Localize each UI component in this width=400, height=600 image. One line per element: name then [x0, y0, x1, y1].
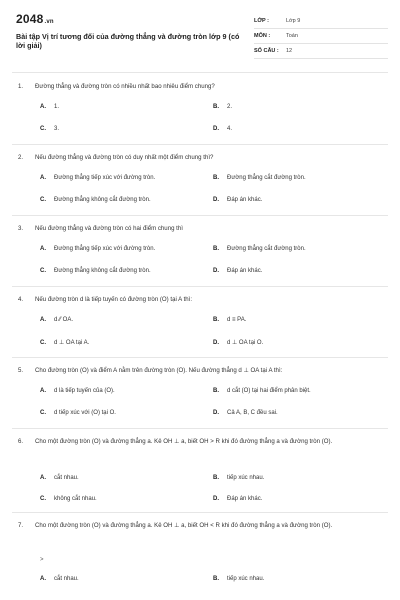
option-a[interactable]: [40, 246, 155, 252]
option-a[interactable]: [40, 576, 79, 582]
option-letter: C.: [40, 126, 46, 132]
option-letter: B.: [213, 175, 219, 181]
option-text: Đường thẳng tiếp xúc với đường tròn.: [54, 175, 156, 181]
meta-label: SỐ CÂU :: [254, 48, 279, 54]
option-letter: B.: [213, 317, 219, 323]
meta-row-class: [254, 14, 388, 29]
option-text: d cắt (O) tại hai điểm phân biệt.: [227, 388, 311, 394]
question-4: [18, 295, 388, 355]
question-2: [18, 153, 388, 213]
document-header: [16, 8, 388, 64]
option-c[interactable]: [40, 410, 116, 416]
option-c[interactable]: [40, 197, 151, 203]
option-d[interactable]: [213, 197, 262, 203]
option-letter: A.: [40, 576, 46, 582]
logo-sub: .vn: [44, 19, 54, 25]
option-d[interactable]: [213, 126, 232, 132]
option-b[interactable]: [213, 388, 311, 394]
option-letter: D.: [213, 410, 219, 416]
question-number: 3.: [18, 225, 24, 232]
option-a[interactable]: [40, 388, 115, 394]
option-letter: D.: [213, 340, 219, 346]
question-7: [18, 521, 388, 596]
question-3: [18, 224, 388, 284]
option-text: d là tiếp tuyến của (O).: [54, 388, 115, 394]
option-d[interactable]: [213, 410, 278, 416]
question-1: [18, 82, 388, 142]
divider: [12, 512, 388, 513]
question-text: [18, 521, 388, 530]
option-a[interactable]: [40, 175, 155, 181]
option-letter: B.: [213, 475, 219, 481]
divider: [12, 72, 388, 73]
option-d[interactable]: [213, 268, 262, 274]
option-text: 4.: [227, 126, 233, 132]
meta-value: Toán: [286, 33, 298, 39]
divider: [12, 286, 388, 287]
option-b[interactable]: [213, 104, 232, 110]
option-text: d ⊥ OA tại O.: [227, 340, 264, 346]
option-a[interactable]: [40, 104, 59, 110]
meta-value: 12: [286, 48, 293, 54]
question-text: [18, 437, 388, 446]
option-text: Đáp án khác.: [227, 197, 263, 203]
option-text: 3.: [54, 126, 60, 132]
question-text: [18, 295, 388, 304]
meta-row-subject: [254, 29, 388, 44]
option-letter: B.: [213, 388, 219, 394]
option-c[interactable]: [40, 268, 151, 274]
question-number: 4.: [18, 296, 24, 303]
option-letter: B.: [213, 104, 219, 110]
option-text: d ⁄⁄ OA.: [54, 317, 74, 323]
option-c[interactable]: [40, 339, 89, 346]
question-body: Đường thẳng và đường tròn có nhiều nhất bao nhiêu điểm chung?: [35, 83, 215, 90]
option-letter: C.: [40, 410, 46, 416]
option-letter: A.: [40, 246, 46, 252]
question-body: Cho đường tròn (O) và điểm A nằm trên đường tròn (O). Nếu đường thẳng d ⊥ OA tại A thì:: [35, 367, 283, 374]
question-body: Cho một đường tròn (O) và đường thẳng a. Kẻ OH ⊥ a, biết OH < R khi đó đường thẳng a và đường tròn (O).: [35, 522, 333, 529]
option-a[interactable]: [40, 317, 73, 323]
divider: [12, 357, 388, 358]
meta-row-count: [254, 44, 388, 59]
meta-table: [254, 14, 388, 59]
option-text: tiếp xúc nhau.: [227, 576, 265, 582]
option-text: cắt nhau.: [54, 576, 79, 582]
question-6: [18, 437, 388, 509]
question-number: 5.: [18, 367, 24, 374]
option-text: d ≡ PA.: [227, 317, 247, 323]
option-a[interactable]: [40, 475, 79, 481]
question-text: [18, 224, 388, 233]
divider: [12, 215, 388, 216]
option-b[interactable]: [213, 576, 264, 582]
option-c[interactable]: [40, 496, 97, 502]
option-b[interactable]: [213, 475, 264, 481]
question-body: Nếu đường thẳng và đường tròn có duy nhất một điểm chung thì?: [35, 154, 214, 161]
option-letter: B.: [213, 576, 219, 582]
option-text: d ⊥ OA tại A.: [54, 340, 90, 346]
option-letter: A.: [40, 388, 46, 394]
option-text: Đường thẳng không cắt đường tròn.: [54, 268, 151, 274]
option-letter: A.: [40, 317, 46, 323]
question-text: [18, 82, 388, 91]
question-body: Nếu đường tròn d là tiếp tuyến có đường tròn (O) tại A thì:: [35, 296, 193, 303]
option-letter: C.: [40, 197, 46, 203]
option-text: Đường thẳng tiếp xúc với đường tròn.: [54, 246, 156, 252]
question-text: [18, 366, 388, 375]
option-text: Cả A, B, C đều sai.: [227, 410, 278, 416]
option-letter: C.: [40, 496, 46, 502]
option-text: Đáp án khác.: [227, 268, 263, 274]
question-number: 2.: [18, 154, 24, 161]
option-text: 1.: [54, 104, 60, 110]
meta-label: LỚP :: [254, 18, 269, 24]
question-body: Cho một đường tròn (O) và đường thẳng a. Kẻ OH ⊥ a, biết OH > R khi đó đường thẳng a và đường tròn (O).: [35, 438, 333, 445]
question-number: 6.: [18, 438, 24, 445]
document-title: Bài tập Vị trí tương đối của đường thẳng và đường tròn lớp 9 (có lời giải): [16, 32, 240, 50]
option-letter: A.: [40, 475, 46, 481]
meta-label: MÔN :: [254, 33, 271, 39]
option-text: Đường thẳng cắt đường tròn.: [227, 246, 306, 252]
question-text: [18, 153, 388, 162]
option-d[interactable]: [213, 496, 262, 502]
site-logo[interactable]: [16, 12, 54, 26]
option-letter: C.: [40, 268, 46, 274]
option-text: Đường thẳng không cắt đường tròn.: [54, 197, 151, 203]
option-text: cắt nhau.: [54, 475, 79, 481]
question-body: Nếu đường thẳng và đường tròn có hai điểm chung thì: [35, 225, 183, 232]
option-letter: D.: [213, 496, 219, 502]
option-letter: C.: [40, 340, 46, 346]
option-text: không cắt nhau.: [54, 496, 97, 502]
option-text: 2.: [227, 104, 233, 110]
option-b[interactable]: [213, 317, 246, 323]
option-letter: A.: [40, 175, 46, 181]
option-letter: B.: [213, 246, 219, 252]
option-letter: D.: [213, 126, 219, 132]
option-b[interactable]: [213, 246, 306, 252]
stray-symbol: >: [40, 557, 44, 563]
option-text: Đường thẳng cắt đường tròn.: [227, 175, 306, 181]
option-c[interactable]: [40, 126, 59, 132]
question-5: [18, 366, 388, 426]
logo-main: 2048: [16, 12, 44, 26]
option-d[interactable]: [213, 339, 263, 346]
option-letter: A.: [40, 104, 46, 110]
option-letter: D.: [213, 268, 219, 274]
option-b[interactable]: [213, 175, 306, 181]
option-text: Đáp án khác.: [227, 496, 263, 502]
meta-value: Lớp 9: [286, 18, 301, 24]
divider: [12, 428, 388, 429]
question-number: 7.: [18, 522, 24, 529]
option-letter: D.: [213, 197, 219, 203]
divider: [12, 144, 388, 145]
question-number: 1.: [18, 83, 24, 90]
option-text: d tiếp xúc với (O) tại O.: [54, 410, 116, 416]
option-text: tiếp xúc nhau.: [227, 475, 265, 481]
